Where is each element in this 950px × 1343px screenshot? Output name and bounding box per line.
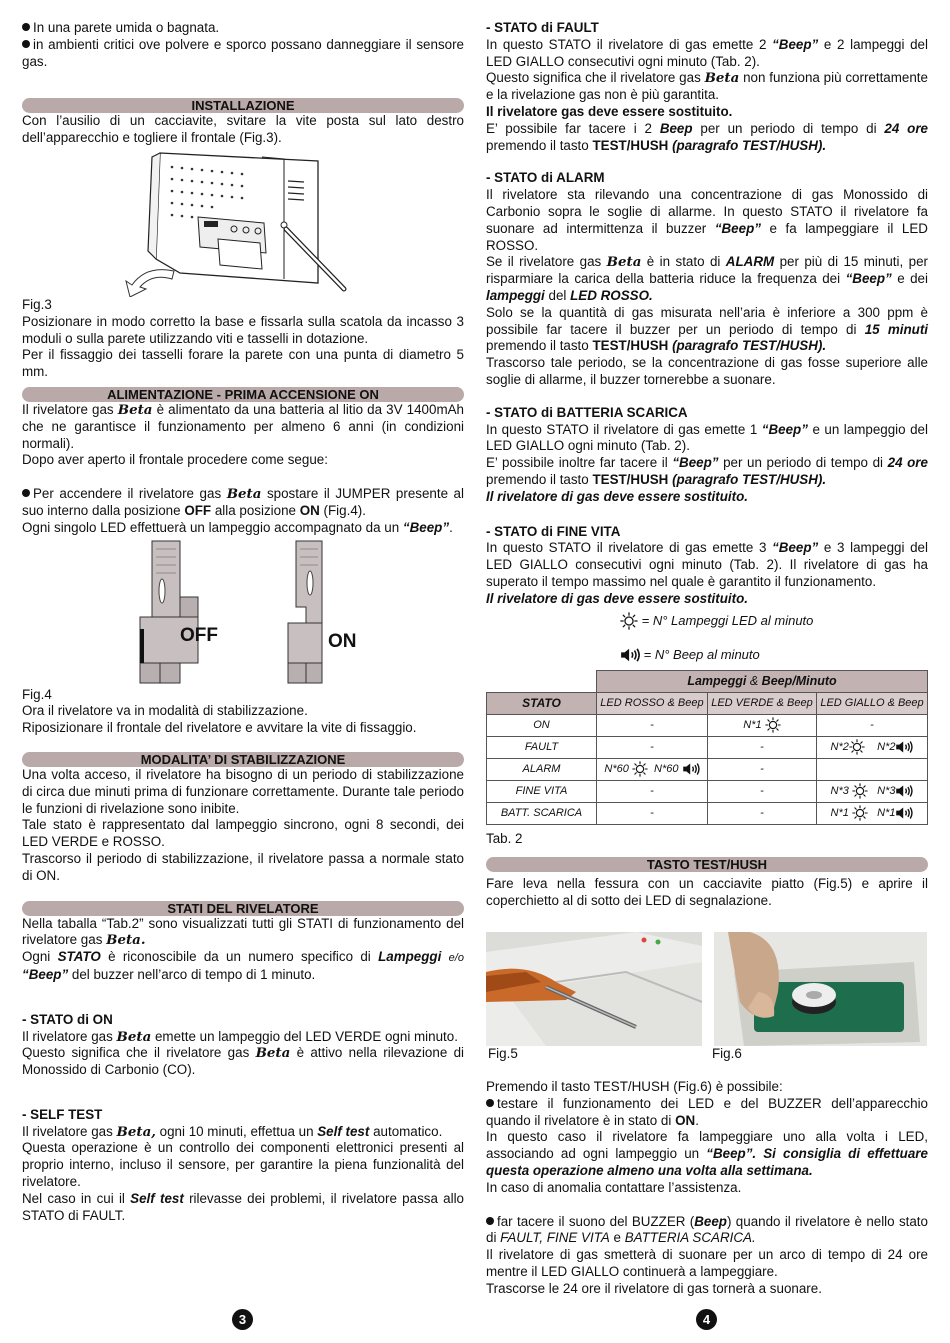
table-row: FINE VITA - - N*3 N*3 bbox=[487, 780, 928, 802]
intro-bullet: In una parete umida o bagnata. bbox=[22, 20, 464, 37]
legend: = N° Lampeggi LED al minuto = N° Beep al minuto bbox=[486, 610, 928, 666]
stati-text: Nella taballa “Tab.2” sono visualizzati tutti gli STATI di funzionamento del rivelatore gas Beta. bbox=[22, 915, 464, 949]
batteria-bold: Il rivelatore di gas deve essere sostituito. bbox=[486, 488, 748, 504]
speaker-icon bbox=[895, 740, 913, 754]
page-number-left: 3 bbox=[232, 1309, 253, 1330]
fault-text: In questo STATO il rivelatore di gas emette 2 “Beep” e 2 lampeggi del LED GIALLO consecutivi ogni minuto (Tab. 2). bbox=[486, 36, 928, 69]
speaker-icon bbox=[895, 806, 913, 820]
table-row: FAULT - - N*2 N*2 bbox=[487, 736, 928, 758]
fault-title: - STATO di FAULT bbox=[486, 20, 599, 35]
test-hush-text: In caso di anomalia contattare l’assistenza. bbox=[486, 1179, 742, 1195]
table-stato-header: STATO bbox=[487, 692, 597, 714]
self-test-text: Il rivelatore gas Beta, ogni 10 minuti, effettua un Self test automatico. bbox=[22, 1123, 443, 1140]
batteria-title: - STATO di BATTERIA SCARICA bbox=[486, 404, 688, 420]
intro-bullet: in ambienti critici ove polvere e sporco possano danneggiare il sensore gas. bbox=[22, 36, 464, 69]
fig4-on-label: ON bbox=[328, 630, 357, 652]
test-hush-bullet: far tacere il suono del BUZZER (Beep) quando il rivelatore è nello stato di FAULT, FINE VITA e BATTERIA SCARICA. bbox=[486, 1213, 928, 1246]
speaker-icon bbox=[620, 647, 640, 663]
left-column bbox=[22, 20, 464, 1224]
alarm-text: Trascorso tale periodo, se la concentrazione di gas fosse superiore alle soglie di allarme, il buzzer tornerebbe a suonare. bbox=[486, 355, 928, 387]
section-bar-alimentazione: ALIMENTAZIONE - PRIMA ACCENSIONE ON bbox=[22, 387, 464, 402]
fig4-jumper-illustration bbox=[22, 537, 464, 687]
table-col-verde: LED VERDE & Beep bbox=[707, 692, 816, 714]
table-caption: Tab. 2 bbox=[486, 830, 523, 846]
led-blink-icon bbox=[849, 739, 865, 755]
led-blink-icon bbox=[765, 717, 781, 733]
alarm-text: Il rivelatore sta rilevando una concentrazione di gas Monossido di Carbonio sopra le soglie di allarme. In questo STATO il rivelatore fa suonare ad intermittenza il buzzer “Beep” e fa lampeggiare il LED ROSSO. bbox=[486, 187, 928, 253]
stati-text: Ogni STATO è riconoscibile da un numero specifico di Lampeggi e/o “Beep” del buzzer nell’arco di tempo di 1 minuto. bbox=[22, 949, 464, 982]
self-test-text: Nel caso in cui il Self test rilevasse dei problemi, il rivelatore passa allo STATO di FAULT. bbox=[22, 1190, 465, 1223]
stato-on-text: Il rivelatore gas Beta emette un lampeggio del LED VERDE ogni minuto. bbox=[22, 1028, 458, 1045]
test-hush-text: Fare leva nella fessura con un cacciavite piatto (Fig.5) e aprire il coperchietto al di sotto dei LED di segnalazione. bbox=[486, 876, 928, 909]
batteria-text: E’ possibile inoltre far tacere il “Beep” per un periodo di tempo di 24 ore premendo il tasto TEST/HUSH (paragrafo TEST/HUSH). bbox=[486, 455, 928, 487]
fig4-off-label: OFF bbox=[180, 624, 218, 646]
alimentazione-text: Il rivelatore gas Beta è alimentato da una batteria al litio da 3V 1400mAh che ne garantisce il funzionamento per almeno 6 anni (in condizioni normali). bbox=[22, 401, 464, 451]
section-bar-installazione: INSTALLAZIONE bbox=[22, 98, 464, 113]
alarm-text: Se il rivelatore gas Beta è in stato di ALARM per più di 15 minuti, per risparmiare la carica della batteria riduce la frequenza dei “Beep” e dei lampeggi del LED ROSSO. bbox=[486, 254, 928, 303]
led-blink-icon bbox=[620, 612, 638, 630]
page-number-right: 4 bbox=[696, 1309, 717, 1330]
stabilizzazione-text: Tale stato è rappresentato dal lampeggio sincrono, ogni 8 secondi, dei LED VERDE e ROSSO. bbox=[22, 817, 464, 850]
fault-text: E’ possibile far tacere i 2 Beep per un periodo di tempo di 24 ore premendo il tasto TEST/HUSH (paragrafo TEST/HUSH). bbox=[486, 120, 928, 153]
table-group-header: Lampeggi & Beep/Minuto bbox=[597, 670, 928, 692]
stabilizzazione-text: Trascorso il periodo di stabilizzazione, il rivelatore passa a normale stato di ON. bbox=[22, 850, 464, 883]
stabilizzazione-text: Una volta acceso, il rivelatore ha bisogno di un periodo di stabilizzazione di circa due minuti prima di funzionare correttamente. Durante tale periodo le funzioni di rivelazione sono inibite. bbox=[22, 766, 464, 816]
alimentazione-text: Riposizionare il frontale del rivelatore e avvitare la vite di fissaggio. bbox=[22, 720, 417, 736]
section-bar-stabilizzazione: MODALITA’ DI STABILIZZAZIONE bbox=[22, 752, 464, 767]
fine-vita-title: - STATO di FINE VITA bbox=[486, 523, 621, 539]
speaker-icon bbox=[895, 784, 913, 798]
section-bar-test-hush: TASTO TEST/HUSH bbox=[486, 857, 928, 872]
alarm-title: - STATO di ALARM bbox=[486, 170, 605, 186]
table-row: ALARM N*60 N*60 - bbox=[487, 758, 928, 780]
installazione-text: Per il fissaggio dei tasselli forare la parete con una punta di diametro 5 mm. bbox=[22, 347, 464, 380]
brand-name: Beta bbox=[117, 401, 153, 418]
fig3-caption: Fig.3 bbox=[22, 296, 52, 312]
test-hush-text: Trascorse le 24 ore il rivelatore di gas tornerà a suonare. bbox=[486, 1280, 822, 1296]
test-hush-body bbox=[486, 1079, 928, 1298]
alimentazione-text: Dopo aver aperto il frontale procedere come segue: bbox=[22, 452, 328, 468]
right-column bbox=[486, 20, 928, 910]
table-col-giallo: LED GIALLO & Beep bbox=[817, 692, 928, 714]
test-hush-text: In questo caso il rivelatore fa lampeggiare uno alla volta i LED, associando ad ogni lampeggio un “Beep”. Si consiglia di effettuare questa operazione almeno una volta alla settimana. bbox=[486, 1129, 928, 1178]
jumper-bullet: Per accendere il rivelatore gas Beta spostare il JUMPER presente al suo interno dalla posizione OFF alla posizione ON (Fig.4). bbox=[22, 486, 464, 518]
installazione-text: Posizionare in modo corretto la base e fissarla sulla scatola da incasso 3 moduli o sulla parete utilizzando viti e tasselli in dotazione. bbox=[22, 313, 464, 346]
batteria-text: In questo STATO il rivelatore di gas emette 1 “Beep” e un lampeggio del LED GIALLO ogni minuto (Tab. 2). bbox=[486, 421, 928, 454]
fault-bold: Il rivelatore gas deve essere sostituito. bbox=[486, 103, 733, 119]
fine-vita-text: In questo STATO il rivelatore di gas emette 3 “Beep” e 3 lampeggi del LED GIALLO consecutivi ogni minuto (Tab. 2). Il rivelatore di gas ha superato il tempo massimo nel quale è garantito il funzionamento. bbox=[486, 540, 928, 589]
fig5-caption: Fig.5 bbox=[488, 1046, 518, 1061]
led-blink-icon bbox=[852, 805, 868, 821]
test-hush-text: Premendo il tasto TEST/HUSH (Fig.6) è possibile: bbox=[486, 1079, 783, 1094]
fine-vita-bold: Il rivelatore di gas deve essere sostituito. bbox=[486, 590, 748, 606]
led-text: Ogni singolo LED effettuerà un lampeggio accompagnato da un “Beep”. bbox=[22, 519, 453, 535]
installazione-text: Con l’ausilio di un cacciavite, svitare la vite posta sul lato destro dell’apparecchio e togliere il frontale (Fig.3). bbox=[22, 113, 464, 146]
fig3-illustration bbox=[22, 147, 464, 297]
section-bar-stati: STATI DEL RIVELATORE bbox=[22, 901, 464, 916]
fig5-photo bbox=[486, 932, 702, 1046]
fig4-caption: Fig.4 bbox=[22, 686, 52, 702]
led-blink-icon bbox=[852, 783, 868, 799]
test-hush-bullet: testare il funzionamento dei LED e del BUZZER dell’apparecchio quando il rivelatore è in stato di ON. bbox=[486, 1095, 928, 1128]
self-test-text: Questa operazione è un controllo dei componenti elettronici presenti al proprio interno, incluso il sensore, per garantire la piena funzionalità del rivelatore. bbox=[22, 1140, 464, 1190]
table-row: ON - N*1 - bbox=[487, 714, 928, 736]
self-test-title: - SELF TEST bbox=[22, 1106, 103, 1122]
fault-text: Questo significa che il rivelatore gas Beta non funziona più correttamente e la rivelazione gas non è più garantita. bbox=[486, 70, 928, 103]
test-hush-text: Il rivelatore di gas smetterà di suonare per un arco di tempo di 24 ore mentre il LED GIALLO continuerà a lampeggiare. bbox=[486, 1247, 928, 1279]
states-table bbox=[486, 670, 928, 825]
stato-on-text: Questo significa che il rivelatore gas Beta è attivo nella rilevazione di Monossido di Carbonio (CO). bbox=[22, 1045, 464, 1078]
stato-on-title: - STATO di ON bbox=[22, 1011, 113, 1027]
fig6-caption: Fig.6 bbox=[712, 1046, 742, 1061]
led-blink-icon bbox=[632, 761, 648, 777]
table-row: BATT. SCARICA - - N*1 N*1 bbox=[487, 802, 928, 824]
speaker-icon bbox=[682, 762, 700, 776]
alarm-text: Solo se la quantità di gas misurata nell’aria è inferiore a 300 ppm è possibile far tacere il buzzer per un periodo di tempo di 15 minuti premendo il tasto TEST/HUSH (paragrafo TEST/HUSH). bbox=[486, 304, 929, 354]
alimentazione-text: Ora il rivelatore va in modalità di stabilizzazione. bbox=[22, 703, 308, 719]
fig6-photo bbox=[714, 932, 927, 1046]
table-col-rosso: LED ROSSO & Beep bbox=[597, 692, 708, 714]
